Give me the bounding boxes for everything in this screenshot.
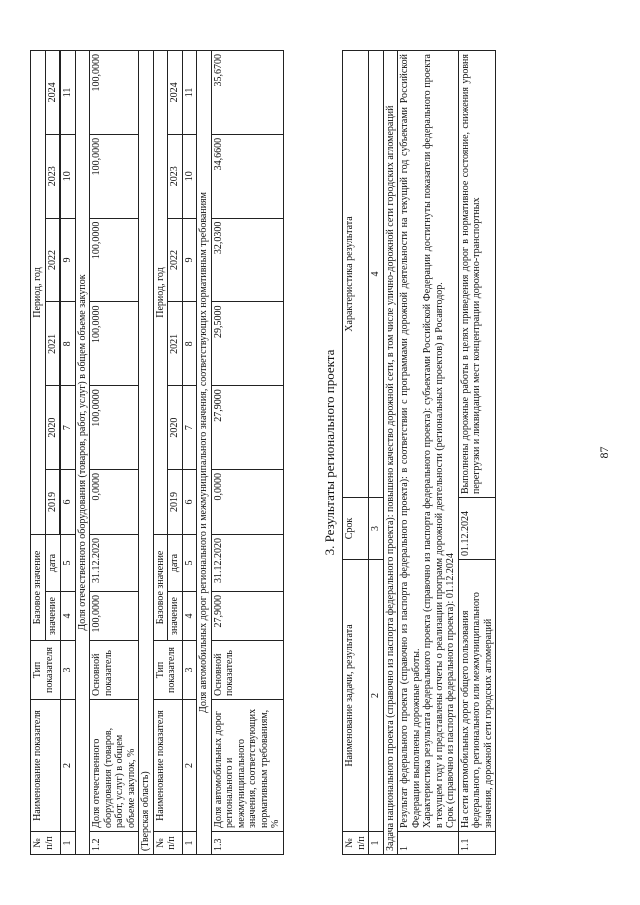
table-row	[398, 51, 459, 855]
row-base-date: 31.12.2020	[90, 535, 139, 592]
colnum: 3	[61, 641, 76, 700]
header-num: № п/п	[153, 832, 182, 855]
row-num: 1.2	[90, 832, 139, 855]
table-row	[211, 51, 283, 855]
row-base-date: 31.12.2020	[211, 535, 283, 592]
result-line: Характеристика результата федерального проекта (справочно из паспорта федерального проекта): субъектами Российской Федерации достигнуты показатели федерального проекта в текущем году и представлены отчеты о реализации программ дорожной деятельности (региональных проектов) в Росавтодор.	[422, 54, 445, 828]
row-type: Основной показатель	[90, 641, 139, 700]
row-value: 100,0000	[90, 386, 139, 470]
colnum: 4	[182, 592, 197, 641]
page-number: 87	[597, 446, 611, 459]
header-base: Базовое значение	[31, 535, 46, 641]
table-row	[90, 51, 139, 855]
colnum: 4	[61, 592, 76, 641]
colnum: 8	[182, 302, 197, 386]
column-numbers-row	[61, 51, 76, 855]
row-value: 100,0000	[90, 302, 139, 386]
section-title: Доля отечественного оборудования (товаров, работ, услуг) в общем объеме закупок	[75, 51, 90, 855]
row-value: 27,9000	[211, 386, 283, 470]
table-header-row	[343, 51, 369, 855]
colnum: 11	[182, 51, 197, 135]
row-num: 1	[398, 832, 459, 855]
header-period: Период, год	[31, 51, 46, 535]
row-base-value: 27,9000	[211, 592, 283, 641]
header-base: Базовое значение	[153, 535, 168, 641]
header-num: № п/п	[31, 832, 61, 855]
row-value: 34,6600	[211, 134, 283, 218]
header-num: № п/п	[343, 832, 369, 855]
colnum: 10	[182, 134, 197, 218]
header-year: 2020	[168, 386, 183, 470]
task-row	[383, 51, 398, 855]
header-year: 2024	[168, 51, 183, 135]
colnum: 8	[61, 302, 76, 386]
header-year: 2019	[168, 470, 183, 535]
result-line: Результат федерального проекта (справочно из паспорта федерального проекта): в соответствии с программами дорожной деятельности на текущий год субъектами Российской Федерации выполнены дорожные работы.	[399, 54, 422, 828]
header-base-value: значение	[168, 592, 183, 641]
colnum: 3	[369, 498, 384, 560]
row-value: 100,0000	[90, 51, 139, 135]
colnum: 10	[61, 134, 76, 218]
colnum: 5	[182, 535, 197, 592]
table-row	[458, 51, 496, 855]
colnum: 2	[182, 700, 197, 832]
colnum: 2	[61, 700, 76, 832]
section-heading: 3. Результаты регионального проекта	[322, 349, 337, 556]
colnum: 1	[182, 832, 197, 855]
header-base-value: значение	[45, 592, 61, 641]
header-type: Тип показателя	[31, 641, 61, 700]
colnum: 2	[369, 560, 384, 832]
colnum: 6	[61, 470, 76, 535]
header-year: 2019	[45, 470, 60, 535]
colnum: 3	[182, 641, 197, 700]
column-numbers-row	[369, 51, 384, 855]
section-row	[197, 51, 212, 855]
header-year: 2020	[45, 386, 60, 470]
header-period: Период, год	[153, 51, 168, 535]
colnum: 7	[61, 386, 76, 470]
rotated-page-content	[30, 30, 610, 875]
row-num: 1.3	[211, 832, 283, 855]
task-text: Задача национального проекта (справочно из паспорта федерального проекта): повышено качество дорожной сети, в том числе улично-дорожной сети городских агломераций	[383, 51, 398, 855]
header-name: Наименование показателя	[31, 700, 61, 832]
colnum: 11	[61, 51, 76, 135]
row-value: 100,0000	[90, 134, 139, 218]
colnum: 4	[369, 51, 384, 498]
row-value: 0,0000	[211, 470, 283, 535]
result-line: Срок (справочно из паспорта федерального проекта): 01.12.2024	[445, 553, 456, 828]
header-year: 2021	[168, 302, 183, 386]
header-year: 2021	[45, 302, 60, 386]
row-type: Основной показатель	[211, 641, 283, 700]
header-characteristic: Характеристика результата	[343, 51, 369, 498]
header-year: 2023	[45, 134, 60, 218]
colnum: 1	[61, 832, 76, 855]
header-base-date: дата	[168, 535, 183, 592]
row-base-value: 100,0000	[90, 592, 139, 641]
header-year: 2022	[45, 218, 60, 302]
row-value: 29,5000	[211, 302, 283, 386]
region-label: (Тверская область)	[139, 51, 154, 855]
colnum: 9	[61, 218, 76, 302]
section-title: Доля автомобильных дорог регионального и межмуниципального значения, соответствующих нормативным требованиям	[197, 51, 212, 855]
row-name: Доля отечественного оборудования (товаров, работ, услуг) в общем объеме закупок, %	[90, 700, 139, 832]
indicators-table	[30, 50, 284, 855]
header-term: Срок	[343, 498, 369, 560]
colnum: 1	[369, 832, 384, 855]
header-year: 2023	[168, 134, 183, 218]
row-num: 1.1	[458, 832, 496, 855]
result-description	[398, 51, 459, 832]
table-header-row	[31, 51, 46, 855]
header-base-date: дата	[45, 535, 61, 592]
row-characteristic: Выполнены дорожные работы в целях приведения дорог в нормативное состояние, снижения уровня перегрузки и ликвидации мест концентрации дорожно-транспортных	[458, 51, 496, 498]
results-table	[342, 50, 496, 855]
colnum: 9	[182, 218, 197, 302]
table-header-row	[153, 51, 168, 855]
row-value: 100,0000	[90, 218, 139, 302]
row-value: 0,0000	[90, 470, 139, 535]
row-name: Доля автомобильных дорог регионального и межмуниципального значения, соответствующих нормативным требованиям, %	[211, 700, 283, 832]
header-type: Тип показателя	[153, 641, 182, 700]
colnum: 7	[182, 386, 197, 470]
row-value: 32,0300	[211, 218, 283, 302]
header-year: 2024	[45, 51, 60, 135]
region-row	[139, 51, 154, 855]
row-term: 01.12.2024	[458, 498, 496, 560]
colnum: 5	[61, 535, 76, 592]
header-name: Наименование показателя	[153, 700, 182, 832]
row-name: На сети автомобильных дорог общего пользования федерального, регионального или межмуниципального значения, дорожной сети городских агломераций	[458, 560, 496, 832]
row-value: 35,6700	[211, 51, 283, 135]
column-numbers-row	[182, 51, 197, 855]
header-name: Наименование задачи, результата	[343, 560, 369, 832]
colnum: 6	[182, 470, 197, 535]
header-year: 2022	[168, 218, 183, 302]
section-row	[75, 51, 90, 855]
